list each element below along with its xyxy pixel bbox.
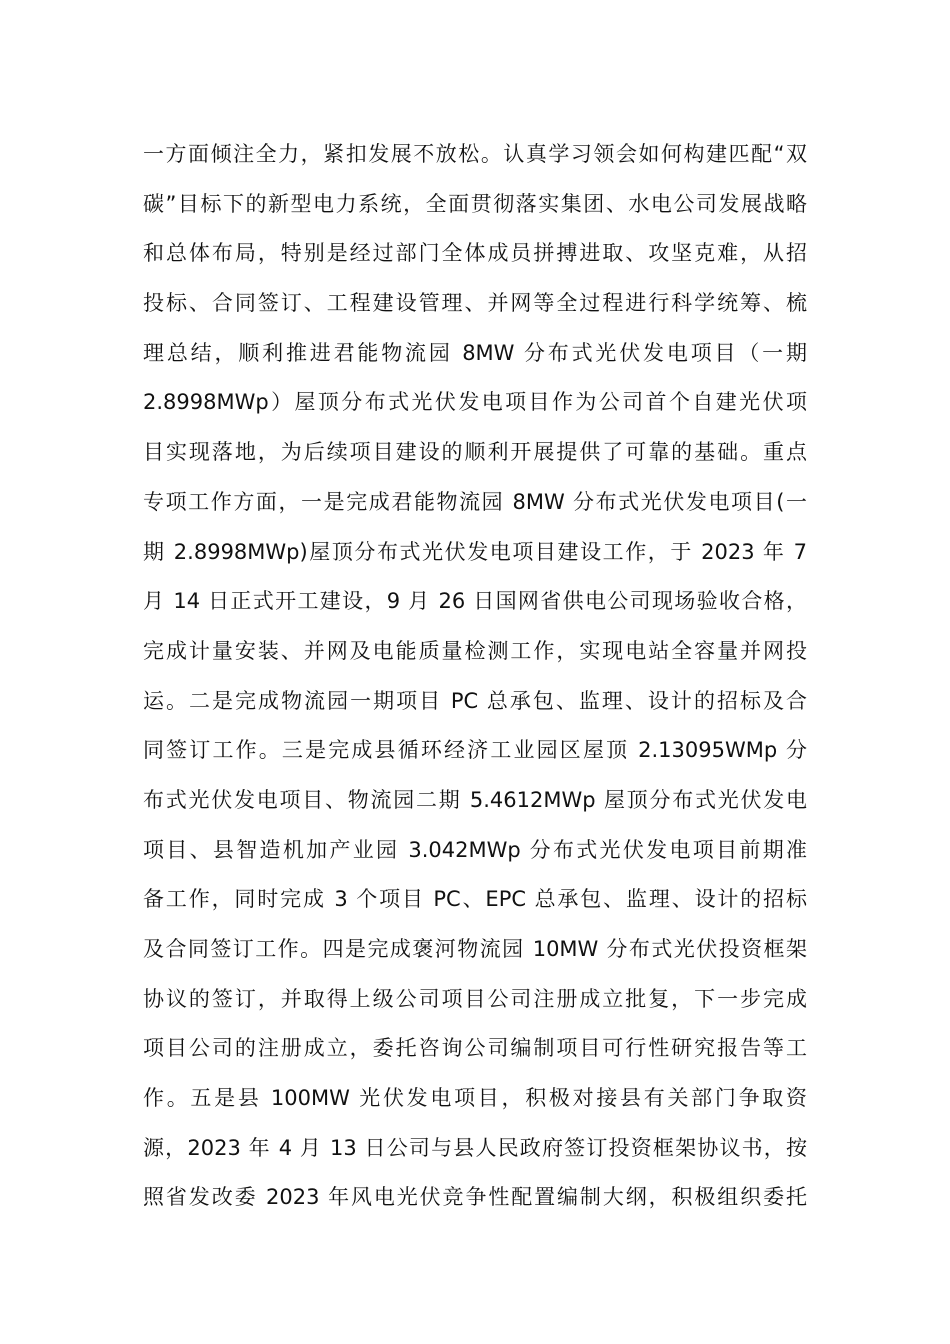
paragraph-line: 完成计量安装、并网及电能质量检测工作，实现电站全容量并网投 bbox=[143, 638, 807, 663]
paragraph-line: 月 14 日正式开工建设，9 月 26 日国网省供电公司现场验收合格， bbox=[143, 589, 807, 614]
paragraph-line: 协议的签订，并取得上级公司项目公司注册成立批复，下一步完成 bbox=[143, 986, 807, 1011]
paragraph-line: 和总体布局，特别是经过部门全体成员拼搏进取、攻坚克难，从招 bbox=[143, 241, 807, 266]
paragraph-line: 专项工作方面，一是完成君能物流园 8MW 分布式光伏发电项目(一 bbox=[143, 489, 807, 514]
paragraph-line: 照省发改委 2023 年风电光伏竞争性配置编制大纲，积极组织委托 bbox=[143, 1185, 807, 1210]
paragraph-line: 备工作，同时完成 3 个项目 PC、EPC 总承包、监理、设计的招标 bbox=[143, 887, 807, 912]
paragraph-line: 源，2023 年 4 月 13 日公司与县人民政府签订投资框架协议书，按 bbox=[143, 1135, 807, 1160]
paragraph-line: 作。五是县 100MW 光伏发电项目，积极对接县有关部门争取资 bbox=[143, 1086, 807, 1111]
body-paragraph bbox=[143, 130, 843, 1223]
paragraph-line: 目实现落地，为后续项目建设的顺利开展提供了可靠的基础。重点 bbox=[143, 440, 807, 465]
paragraph-line: 期 2.8998MWp)屋顶分布式光伏发电项目建设工作，于 2023 年 7 bbox=[143, 539, 807, 564]
paragraph-line: 运。二是完成物流园一期项目 PC 总承包、监理、设计的招标及合 bbox=[143, 688, 807, 713]
paragraph-line: 投标、合同签订、工程建设管理、并网等全过程进行科学统筹、梳 bbox=[143, 291, 807, 316]
paragraph-line: 布式光伏发电项目、物流园二期 5.4612MWp 屋顶分布式光伏发电 bbox=[143, 787, 807, 812]
paragraph-line: 一方面倾注全力，紧扣发展不放松。认真学习领会如何构建匹配“双 bbox=[143, 142, 807, 166]
paragraph-line: 碳”目标下的新型电力系统，全面贯彻落实集团、水电公司发展战略 bbox=[143, 191, 807, 216]
paragraph-line: 同签订工作。三是完成县循环经济工业园区屋顶 2.13095WMp 分 bbox=[143, 738, 807, 763]
paragraph-line: 2.8998MWp）屋顶分布式光伏发电项目作为公司首个自建光伏项 bbox=[143, 390, 807, 415]
paragraph-line: 及合同签订工作。四是完成褒河物流园 10MW 分布式光伏投资框架 bbox=[143, 937, 807, 961]
paragraph-line: 项目、县智造机加产业园 3.042MWp 分布式光伏发电项目前期准 bbox=[143, 837, 807, 862]
paragraph-line: 理总结，顺利推进君能物流园 8MW 分布式光伏发电项目（一期 bbox=[143, 340, 807, 365]
paragraph-line: 项目公司的注册成立，委托咨询公司编制项目可行性研究报告等工 bbox=[143, 1036, 807, 1061]
